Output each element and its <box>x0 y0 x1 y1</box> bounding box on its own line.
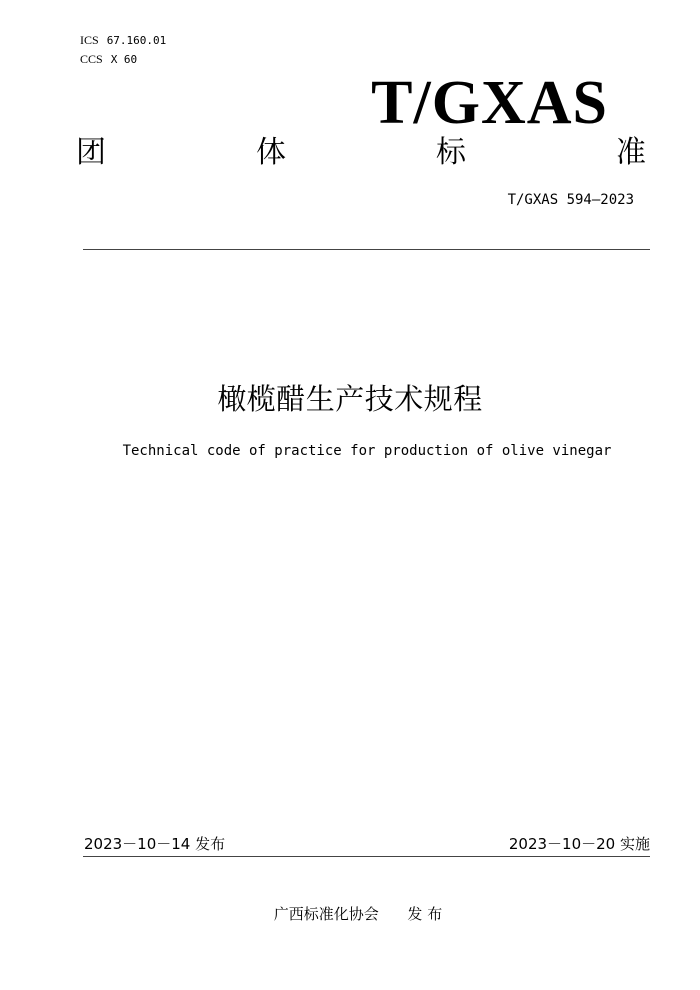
issue-date: 2023－10－14 发布 <box>84 835 226 853</box>
publisher-action: 发 布 <box>407 905 443 923</box>
ics-label: ICS <box>80 33 99 47</box>
standard-type-char: 体 <box>256 135 286 170</box>
ccs-value: X 60 <box>110 53 138 66</box>
footer-divider <box>83 856 650 857</box>
ccs-line <box>80 52 137 67</box>
standard-type-char: 标 <box>436 135 466 170</box>
title-chinese: 橄榄醋生产技术规程 <box>217 382 483 416</box>
title-english: Technical code of practice for production of olive vinegar <box>122 443 612 459</box>
publisher <box>0 903 700 925</box>
ics-value: 67.160.01 <box>106 34 167 47</box>
standard-type-char: 团 <box>76 135 106 170</box>
publisher-name: 广西标准化协会 <box>273 905 379 923</box>
standard-logo: T/GXAS <box>371 69 608 137</box>
ccs-label: CCS <box>80 52 103 66</box>
implementation-date: 2023－10－20 实施 <box>508 835 650 853</box>
ics-line <box>80 33 166 48</box>
header-divider <box>83 249 650 250</box>
standard-type-char: 准 <box>616 135 646 170</box>
standard-type <box>76 133 646 173</box>
standard-number: T/GXAS 594—2023 <box>507 192 634 208</box>
